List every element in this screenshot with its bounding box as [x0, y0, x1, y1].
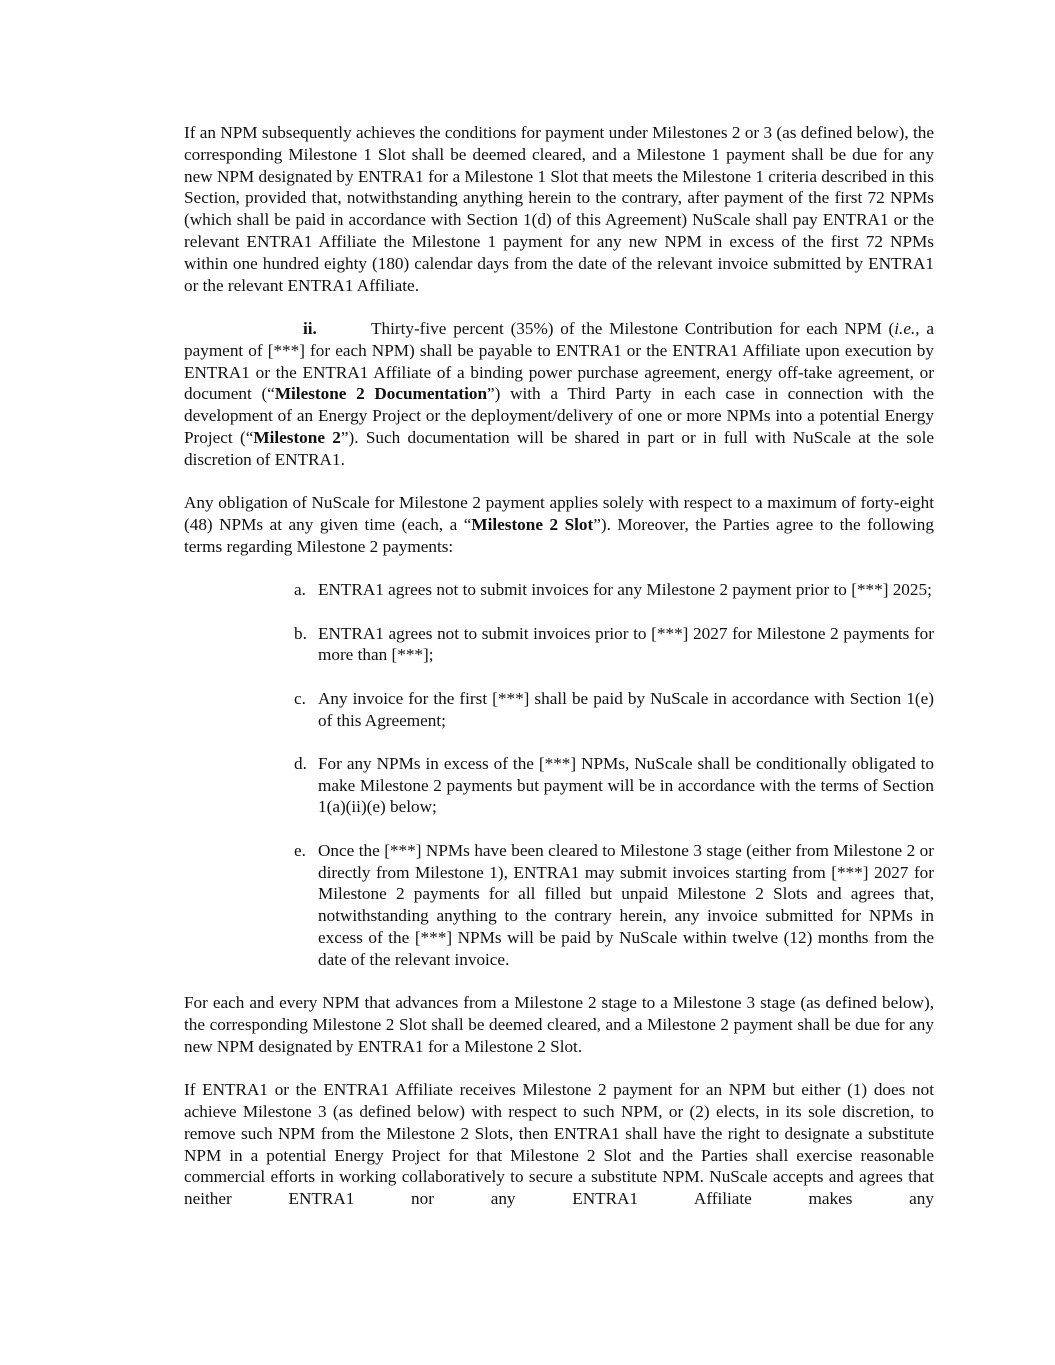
- list-item: [294, 623, 934, 667]
- defined-term-milestone-2: Milestone 2: [253, 427, 341, 447]
- list-item: [294, 688, 934, 732]
- para3-text-b: ”). Moreover, the Parties agree to the following terms regarding Milestone 2 payments:: [184, 514, 934, 556]
- list-item-marker: e.: [294, 840, 306, 860]
- list-item-text: Any invoice for the first [***] shall be paid by NuScale in accordance with Section 1(e) of this Agreement;: [318, 688, 934, 730]
- list-item-marker: c.: [294, 688, 306, 708]
- list-item-marker: b.: [294, 623, 307, 643]
- list-item-text: Once the [***] NPMs have been cleared to Milestone 3 stage (either from Milestone 2 or directly from Milestone 1), ENTRA1 may submit invoices starting from [***] 2027 for Milestone 2 payments for all filled but unpaid Milestone 2 Slots and agrees that, notwithstanding anything to the contrary herein, any invoice submitted for NPMs in excess of the [***] NPMs will be paid by NuScale within twelve (12) months from the date of the relevant invoice.: [318, 840, 934, 969]
- list-item-text: ENTRA1 agrees not to submit invoices for any Milestone 2 payment prior to [***] 2025;: [318, 580, 932, 600]
- paragraph-milestone-2-obligation: [184, 492, 934, 557]
- defined-term-milestone-2-documentation: Milestone 2 Documentation: [274, 384, 488, 404]
- list-item-text: For any NPMs in excess of the [***] NPMs, NuScale shall be conditionally obligated to make Milestone 2 payments but payment will be in accordance with the terms of Section 1(a)(ii)(e) below;: [318, 753, 934, 817]
- list-item-text: ENTRA1 agrees not to submit invoices prior to [***] 2027 for Milestone 2 payments for more than [***];: [318, 623, 934, 665]
- section-ii-number: ii.: [303, 318, 317, 338]
- list-item: [294, 840, 934, 971]
- milestone-2-terms-list: [184, 579, 934, 971]
- section-ii-paragraph: [184, 318, 934, 471]
- defined-term-milestone-2-slot: Milestone 2 Slot: [471, 514, 594, 534]
- list-item: [294, 753, 934, 818]
- document-page: [184, 122, 934, 1232]
- list-item-marker: a.: [294, 580, 306, 600]
- section-ii-text-d: ”). Such documentation will be shared in part or in full with NuScale at the sole discretion of ENTRA1.: [184, 427, 934, 469]
- section-ii-text-a: Thirty-five percent (35%) of the Milestone Contribution for each NPM (: [371, 318, 895, 338]
- paragraph-substitute-npm: If ENTRA1 or the ENTRA1 Affiliate receives Milestone 2 payment for an NPM but either (1) does not achieve Milestone 3 (as defined below) with respect to such NPM, or (2) elects, in its sole discretion, to remove such NPM from the Milestone 2 Slots, then ENTRA1 shall have the right to designate a substitute NPM in a potential Energy Project for that Milestone 2 Slot and the Parties shall exercise reasonable commercial efforts in working collaboratively to secure a substitute NPM. NuScale accepts and agrees that neither ENTRA1 nor any ENTRA1 Affiliate makes any: [184, 1080, 934, 1209]
- paragraph-milestone-1-clearing: If an NPM subsequently achieves the conditions for payment under Milestones 2 or 3 (as defined below), the corresponding Milestone 1 Slot shall be deemed cleared, and a Milestone 1 payment shall be due for any new NPM designated by ENTRA1 for a Milestone 1 Slot that meets the Milestone 1 criteria described in this Section, provided that, notwithstanding anything herein to the contrary, after payment of the first 72 NPMs (which shall be paid in accordance with Section 1(d) of this Agreement) NuScale shall pay ENTRA1 or the relevant ENTRA1 Affiliate the Milestone 1 payment for any new NPM in excess of the first 72 NPMs within one hundred eighty (180) calendar days from the date of the relevant invoice submitted by ENTRA1 or the relevant ENTRA1 Affiliate.: [184, 123, 934, 295]
- list-item-marker: d.: [294, 753, 307, 773]
- list-item: [294, 579, 934, 601]
- section-ii-text-c: ”) with a Third Party in each case in connection with the development of an Energy Project or the deployment/delivery of one or more NPMs into a potential Energy Project (“: [184, 384, 934, 447]
- para3-text-a: Any obligation of NuScale for Milestone 2 payment applies solely with respect to a maximum of forty-eight (48) NPMs at any given time (each, a “: [184, 493, 934, 534]
- section-ii-text-b: , a payment of [***] for each NPM) shall be payable to ENTRA1 or the ENTRA1 Affiliate upon execution by ENTRA1 or the ENTRA1 Affiliate of a binding power purchase agreement, energy off-take agreement, or document (“: [184, 318, 934, 404]
- section-ii-ie: i.e.: [894, 318, 916, 338]
- paragraph-milestone-2-clearing: For each and every NPM that advances from a Milestone 2 stage to a Milestone 3 stage (as defined below), the corresponding Milestone 2 Slot shall be deemed cleared, and a Milestone 2 payment shall be due for any new NPM designated by ENTRA1 for a Milestone 2 Slot.: [184, 993, 934, 1056]
